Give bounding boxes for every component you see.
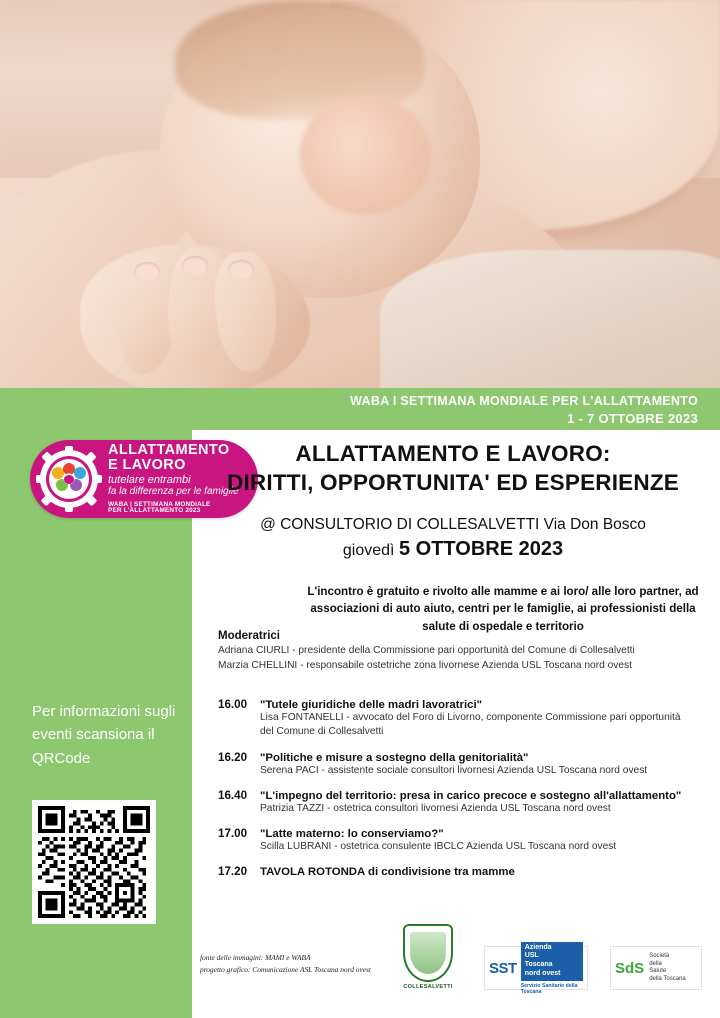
program-item-speaker-line1: Lisa FONTANELLI - avvocato del Foro di Livorno, componente Commissione pari opportunità bbox=[260, 712, 681, 723]
comune-crest-icon bbox=[403, 924, 453, 982]
sds-line4: della Toscana bbox=[649, 975, 686, 982]
program-item-speaker bbox=[260, 764, 710, 778]
logo-foot2: PER L'ALLATTAMENTO 2023 bbox=[108, 507, 201, 515]
program-item-topic: "L'impegno del territorio: presa in carico precoce e sostegno all'allattamento" bbox=[260, 789, 682, 802]
sds-line1: Società bbox=[649, 953, 670, 959]
page-title-line2: DIRITTI, OPPORTUNITA' ED ESPERIENZE bbox=[227, 469, 679, 495]
footer-logos bbox=[394, 924, 702, 995]
sds-line2: della bbox=[649, 960, 662, 967]
logo-title-line2: E LAVORO bbox=[108, 457, 186, 474]
photo-fingernail bbox=[228, 260, 254, 280]
program-item-topic: "Tutele giuridiche delle madri lavoratrici" bbox=[260, 699, 483, 711]
page-title-line1: ALLATTAMENTO E LAVORO: bbox=[295, 441, 611, 466]
logo-sub1: tutelare entrambi bbox=[108, 473, 191, 486]
comune-logo bbox=[394, 924, 462, 990]
program-item-speaker-line2: del Comune di Collesalvetti bbox=[260, 726, 384, 738]
program-list bbox=[218, 698, 710, 889]
page-title bbox=[200, 440, 706, 498]
photo-blanket bbox=[380, 250, 720, 388]
qr-code-icon[interactable] bbox=[38, 806, 150, 918]
program-item bbox=[218, 751, 710, 778]
venue-text: @ CONSULTORIO DI COLLESALVETTI Via Don Bosco bbox=[260, 516, 646, 533]
program-item-time: 17.20 bbox=[218, 865, 248, 879]
logo-title-line1: ALLATTAMENTO bbox=[108, 441, 230, 458]
asl-logo bbox=[484, 943, 588, 995]
photo-baby-cheek bbox=[300, 95, 430, 215]
asl-text-block bbox=[521, 942, 583, 995]
program-item-speaker-line1: Serena PACI - assistente sociale consultori livornesi Azienda USL Toscana nord ovest bbox=[260, 764, 648, 776]
program-item-speaker bbox=[260, 840, 710, 854]
program-item-speaker bbox=[260, 802, 710, 816]
waba-header-line2: 1 - 7 OTTOBRE 2023 bbox=[567, 410, 698, 426]
program-item-speaker-line1: Patrizia TAZZI - ostetrica consultori livornesi Azienda USL Toscana nord ovest bbox=[260, 802, 611, 814]
event-date-value: 5 OTTOBRE 2023 bbox=[398, 538, 564, 560]
moderator-item: Adriana CIURLI - presidente della Commissione pari opportunità del Comune di Collesalvetti bbox=[218, 645, 635, 656]
sds-line3: Salute bbox=[649, 968, 667, 974]
intro-paragraph: L'incontro è gratuito e rivolto alle mamme e ai loro/ alle loro partner, ad associazioni di auto aiuto, centri per le famiglie, ai professionisti della salute di ospedale e territorio bbox=[307, 585, 699, 633]
credits-line1: fonte delle immagini: MAMI e WABA bbox=[200, 953, 311, 963]
program-item-time: 16.00 bbox=[218, 698, 248, 711]
qr-code-container[interactable] bbox=[32, 800, 156, 924]
logo-foot1: WABA | SETTIMANA MONDIALE bbox=[108, 500, 211, 508]
moderator-item: Marzia CHELLINI - responsabile ostetriche zona livornese Azienda USL Toscana nord ovest bbox=[218, 659, 632, 671]
sds-logo bbox=[610, 946, 702, 990]
program-item-time: 17.00 bbox=[218, 827, 248, 841]
logo-sub2: fa la differenza per le famiglie bbox=[108, 485, 239, 497]
comune-name: COLLESALVETTI bbox=[403, 984, 453, 990]
sds-mark: SdS bbox=[615, 959, 645, 977]
program-item-time: 16.40 bbox=[218, 788, 248, 802]
credits-block bbox=[200, 952, 371, 976]
asl-line3: Toscana bbox=[524, 961, 553, 968]
asl-tagline: Servizio Sanitario della Toscana bbox=[520, 982, 578, 995]
program-item-speaker-line1: Scilla LUBRANI - ostetrica consulente IBCLC Azienda USL Toscana nord ovest bbox=[260, 841, 617, 853]
moderators-heading: Moderatrici bbox=[218, 630, 280, 642]
program-item bbox=[218, 789, 710, 816]
program-item bbox=[218, 698, 710, 740]
program-item-topic: "Latte materno: lo conserviamo?" bbox=[260, 828, 444, 841]
photo-fingernail bbox=[134, 262, 160, 282]
asl-line1: Azienda bbox=[524, 943, 552, 951]
event-date bbox=[200, 538, 706, 561]
waba-header-line1: WABA I SETTIMANA MONDIALE PER L'ALLATTAMENTO bbox=[350, 394, 698, 408]
waba-header bbox=[350, 393, 698, 427]
program-item-topic: TAVOLA ROTONDA di condivisione tra mamme bbox=[260, 866, 515, 879]
event-date-prefix: giovedì bbox=[342, 542, 399, 559]
program-item-time: 16.20 bbox=[218, 750, 248, 764]
breastfeeding-photo bbox=[0, 0, 720, 388]
program-item-topic: "Politiche e misure a sostegno della genitorialità" bbox=[260, 751, 529, 764]
credits-line2: progetto grafico: Comunicazione ASL Toscana nord ovest bbox=[200, 965, 371, 975]
asl-line2: USL bbox=[524, 952, 539, 960]
program-item bbox=[218, 865, 710, 878]
program-item-speaker bbox=[260, 711, 710, 740]
sds-text-block bbox=[649, 953, 686, 983]
asl-azienda-box bbox=[521, 942, 583, 981]
comune-crest-inner bbox=[410, 932, 446, 974]
photo-fingernail bbox=[182, 256, 208, 276]
asl-sst-mark: SST bbox=[489, 959, 517, 977]
qr-instructions: Per informazioni sugli eventi scansiona il QRCode bbox=[32, 703, 176, 767]
gear-family-icon bbox=[36, 446, 102, 512]
moderators-section bbox=[218, 630, 708, 674]
program-item bbox=[218, 827, 710, 854]
asl-line4: nord ovest bbox=[524, 969, 561, 977]
